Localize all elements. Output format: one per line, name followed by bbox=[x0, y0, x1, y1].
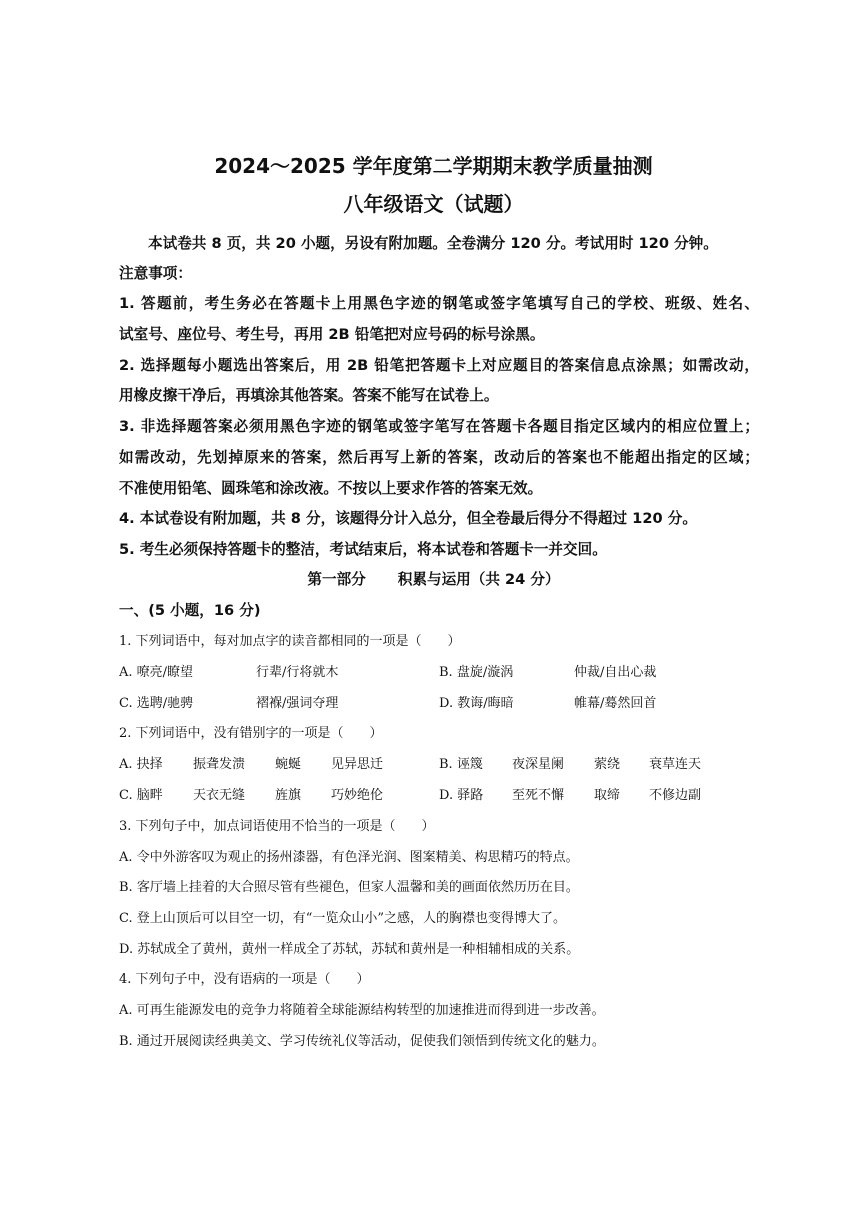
q2-option-a-word: 蜿蜒 bbox=[275, 757, 302, 772]
notice-line: 用橡皮擦干净后，再填涂其他答案。答案不能写在试卷上。 bbox=[119, 387, 499, 404]
notice-line: 4. 本试卷设有附加题，共 8 分，该题得分计入总分，但全卷最后得分不得超过 120 分。 bbox=[119, 510, 697, 527]
q2-option-c-word: 旌旗 bbox=[275, 788, 302, 803]
q2-option-d: D. 驿路 bbox=[439, 788, 484, 803]
notice-line: 2. 选择题每小题选出答案后，用 2B 铅笔把答题卡上对应题目的答案信息点涂黑；如需改动， bbox=[119, 357, 759, 374]
q2-option-c: C. 脑畔 bbox=[119, 788, 163, 803]
notice-line: 5. 考生必须保持答题卡的整洁，考试结束后，将本试卷和答题卡一并交回。 bbox=[119, 541, 607, 558]
notice-line: 如需改动，先划掉原来的答案，然后再写上新的答案，改动后的答案也不能超出指定的区域； bbox=[119, 449, 759, 466]
q2-option-b-word: 衰草连天 bbox=[649, 757, 702, 772]
section-part: 第一部分 bbox=[307, 571, 366, 588]
q2-option-b: B. 诬篾 bbox=[439, 757, 483, 772]
q1-option-d-word: 帷幕/蓦然回首 bbox=[574, 696, 657, 711]
q1-option-b-word: 仲裁/自出心裁 bbox=[574, 665, 657, 680]
q2-option-b-word: 萦绕 bbox=[594, 757, 621, 772]
notice-heading: 注意事项： bbox=[119, 265, 192, 282]
q2-option-a: A. 抉择 bbox=[119, 757, 163, 772]
exam-subtitle: 八年级语文（试题） bbox=[343, 192, 524, 216]
notice-line: 3. 非选择题答案必须用黑色字迹的钢笔或签字笔写在答题卡各题目指定区域内的相应位置上； bbox=[119, 418, 759, 435]
q4-option-b: B. 通过开展阅读经典美文、学习传统礼仪等活动，促使我们领悟到传统文化的魅力。 bbox=[119, 1034, 605, 1049]
q2-option-c-word: 巧妙绝伦 bbox=[331, 788, 384, 803]
intro-text: 本试卷共 8 页，共 20 小题，另设有附加题。全卷满分 120 分。考试用时 120 分钟。 bbox=[148, 235, 718, 252]
section-heading bbox=[0, 568, 867, 589]
question-3-stem: 3. 下列句子中，加点词语使用不恰当的一项是（ ） bbox=[119, 819, 435, 834]
question-4-stem: 4. 下列句子中，没有语病的一项是（ ） bbox=[119, 972, 370, 987]
q3-option-c: C. 登上山顶后可以目空一切，有“一览众山小”之感，人的胸襟也变得博大了。 bbox=[119, 911, 567, 926]
question-2-stem: 2. 下列词语中，没有错别字的一项是（ ） bbox=[119, 726, 383, 741]
q2-option-a-word: 见异思迁 bbox=[331, 757, 384, 772]
notice-line: 1. 答题前，考生务必在答题卡上用黑色字迹的钢笔或签字笔填写自己的学校、班级、姓名、 bbox=[119, 295, 759, 312]
q2-option-c-word: 天衣无缝 bbox=[193, 788, 246, 803]
q3-option-d: D. 苏轼成全了黄州，黄州一样成全了苏轼，苏轼和黄州是一种相辅相成的关系。 bbox=[119, 942, 580, 957]
q1-option-a: A. 嘹亮/瞭望 bbox=[119, 665, 194, 680]
q1-option-a-word: 行辈/行将就木 bbox=[256, 665, 339, 680]
q2-option-d-word: 不修边副 bbox=[649, 788, 702, 803]
q4-option-a: A. 可再生能源发电的竞争力将随着全球能源结构转型的加速推进而得到进一步改善。 bbox=[119, 1003, 605, 1018]
q2-option-a-word: 振聋发溃 bbox=[193, 757, 246, 772]
q2-option-d-word: 至死不懈 bbox=[512, 788, 565, 803]
q1-option-d: D. 教诲/晦暗 bbox=[439, 696, 514, 711]
group-heading: 一、(5 小题，16 分) bbox=[119, 602, 261, 619]
q3-option-b: B. 客厅墙上挂着的大合照尽管有些褪色，但家人温馨和美的画面依然历历在目。 bbox=[119, 880, 579, 895]
q1-option-c: C. 选聘/驰骋 bbox=[119, 696, 194, 711]
notice-line: 不准使用铅笔、圆珠笔和涂改液。不按以上要求作答的答案无效。 bbox=[119, 480, 543, 497]
section-name: 积累与运用（共 24 分） bbox=[397, 571, 560, 588]
exam-title: 2024～2025 学年度第二学期期末教学质量抽测 bbox=[214, 154, 653, 178]
question-1-stem: 1. 下列词语中，每对加点字的读音都相同的一项是（ ） bbox=[119, 634, 461, 649]
q1-option-c-word: 褶褓/强词夺理 bbox=[256, 696, 339, 711]
q2-option-b-word: 夜深星阑 bbox=[512, 757, 565, 772]
q2-option-d-word: 取缔 bbox=[594, 788, 621, 803]
q1-option-b: B. 盘旋/漩涡 bbox=[439, 665, 514, 680]
q3-option-a: A. 令中外游客叹为观止的扬州漆器，有色泽光润、图案精美、构思精巧的特点。 bbox=[119, 850, 579, 865]
notice-line: 试室号、座位号、考生号，再用 2B 铅笔把对应号码的标号涂黑。 bbox=[119, 326, 545, 343]
